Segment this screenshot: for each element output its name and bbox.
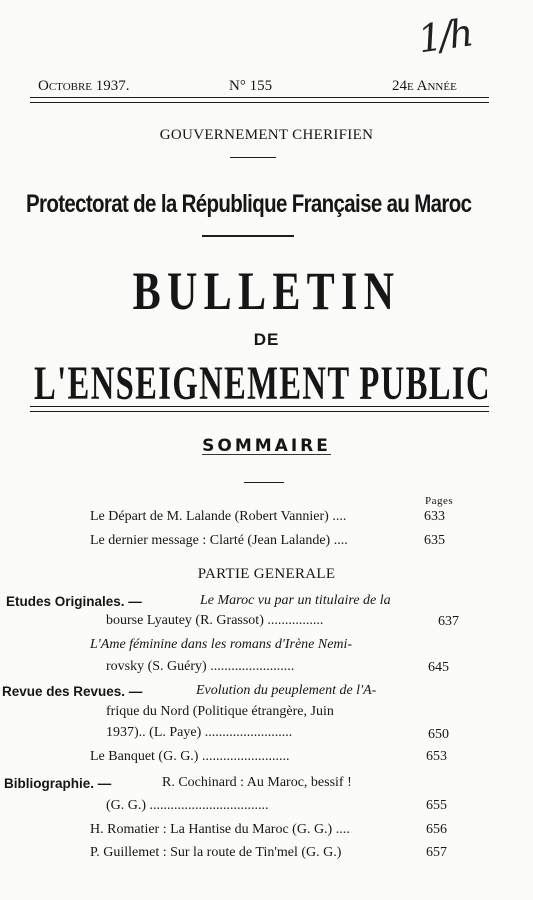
divider xyxy=(230,157,276,158)
toc-entry-3-line1: Le Maroc vu par un titulaire de la xyxy=(200,593,391,608)
toc-page-7: 655 xyxy=(426,798,447,813)
issue-year: 24e Année xyxy=(392,78,457,94)
government-heading: GOUVERNEMENT CHERIFIEN xyxy=(159,127,374,143)
toc-page-8: 656 xyxy=(426,822,447,837)
toc-entry-4-line2: rovsky (S. Guéry) ........................ xyxy=(106,659,295,674)
toc-page-4: 645 xyxy=(428,660,449,675)
toc-entry-5-line2: frique du Nord (Politique étrangère, Juin xyxy=(106,704,334,719)
toc-entry-1: Le Départ de M. Lalande (Robert Vannier) .... xyxy=(90,509,347,524)
protectorat-heading: Protectorat de la République Française au Maroc xyxy=(26,190,472,218)
section-label-bibliographie: Bibliographie. — xyxy=(4,776,112,791)
toc-page-9: 657 xyxy=(426,845,447,860)
toc-entry-4-line1: L'Ame féminine dans les romans d'Irène Nemi- xyxy=(90,637,353,652)
handwritten-annotation: 1/h xyxy=(415,10,474,62)
issue-date: Octobre 1937. xyxy=(38,78,130,94)
partie-heading: PARTIE GENERALE xyxy=(197,566,336,582)
toc-page-6: 653 xyxy=(426,749,447,764)
toc-entry-7-line2: (G. G.) .................................. xyxy=(106,798,269,813)
subtitle: L'ENSEIGNEMENT PUBLIC xyxy=(34,357,491,410)
pages-label: Pages xyxy=(425,495,454,507)
title-de: DE xyxy=(253,330,280,349)
toc-entry-5-line3: 1937).. (L. Paye) ......................... xyxy=(106,725,293,740)
issue-number: N° 155 xyxy=(229,78,273,94)
toc-page-3: 637 xyxy=(438,614,459,629)
toc-entry-2: Le dernier message : Clarté (Jean Lalande) .... xyxy=(90,533,348,548)
toc-entry-3-line2: bourse Lyautey (R. Grassot) ................ xyxy=(106,613,324,628)
toc-entry-7-line1: R. Cochinard : Au Maroc, bessif ! xyxy=(162,775,352,790)
toc-page-2: 635 xyxy=(424,533,445,548)
sommaire-heading: SOMMAIRE xyxy=(202,436,331,456)
section-label-revues: Revue des Revues. — xyxy=(2,684,143,699)
toc-page-5: 650 xyxy=(428,727,449,742)
divider xyxy=(202,235,294,237)
header-rule xyxy=(30,97,489,103)
toc-page-1: 633 xyxy=(424,509,445,524)
toc-entry-9: P. Guillemet : Sur la route de Tin'mel (G. G.) xyxy=(90,845,342,860)
toc-entry-5-line1: Evolution du peuplement de l'A- xyxy=(196,683,377,698)
section-label-etudes: Etudes Originales. — xyxy=(6,594,142,609)
toc-entry-6: Le Banquet (G. G.) ......................... xyxy=(90,749,290,764)
title-rule xyxy=(30,406,489,412)
bulletin-title: BULLETIN xyxy=(132,261,401,321)
divider xyxy=(244,482,284,483)
toc-entry-8: H. Romatier : La Hantise du Maroc (G. G.) .... xyxy=(90,822,350,837)
